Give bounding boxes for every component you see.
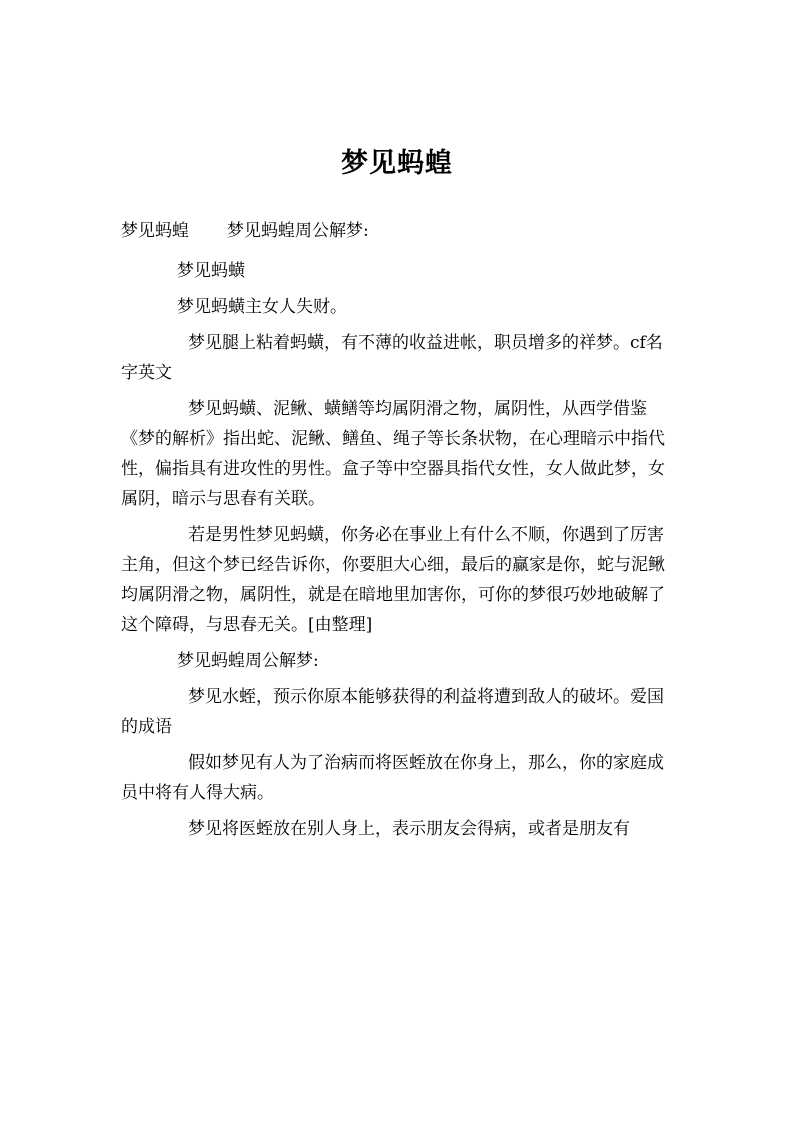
paragraph-9: 梦见将医蛭放在别人身上，表示朋友会得病，或者是朋友有 <box>188 819 630 839</box>
header-line <box>121 216 677 246</box>
paragraph-8: 假如梦见有人为了治病而将医蛭放在你身上，那么，你的家庭成员中将有人得大病。 <box>121 753 664 803</box>
paragraph-2: 梦见蚂蟥主女人失财。 <box>177 297 347 317</box>
document-title: 梦见蚂蝗 <box>341 148 453 179</box>
paragraph-1: 梦见蚂蟥 <box>177 261 245 281</box>
header-left-text: 梦见蚂蝗 <box>121 221 189 241</box>
paragraph-6: 梦见蚂蝗周公解梦: <box>177 651 319 671</box>
header-right-text: 梦见蚂蝗周公解梦: <box>227 221 369 241</box>
paragraph-4: 梦见蚂蟥、泥鳅、蟥鳝等均属阴滑之物，属阴性，从西学借鉴《梦的解析》指出蛇、泥鳅、鳝鱼、绳子等长条状物，在心理暗示中指代性，偏指具有进攻性的男性。盒子等中空器具指代女性，女人做此梦，女属阴，暗示与思春有关联。 <box>121 399 665 509</box>
paragraph-3: 梦见腿上粘着蚂蟥，有不薄的收益进帐，职员增多的祥梦。cf名字英文 <box>121 333 663 383</box>
paragraph-7: 梦见水蛭，预示你原本能够获得的利益将遭到敌人的破坏。爱国的成语 <box>121 687 664 737</box>
paragraph-5: 若是男性梦见蚂蟥，你务必在事业上有什么不顺，你遇到了厉害主角，但这个梦已经告诉你，你要胆大心细，最后的赢家是你，蛇与泥鳅均属阴滑之物，属阴性，就是在暗地里加害你，可你的梦很巧妙地破解了这个障碍，与思春无关。[由整理] <box>121 525 665 635</box>
document-body <box>121 216 677 844</box>
